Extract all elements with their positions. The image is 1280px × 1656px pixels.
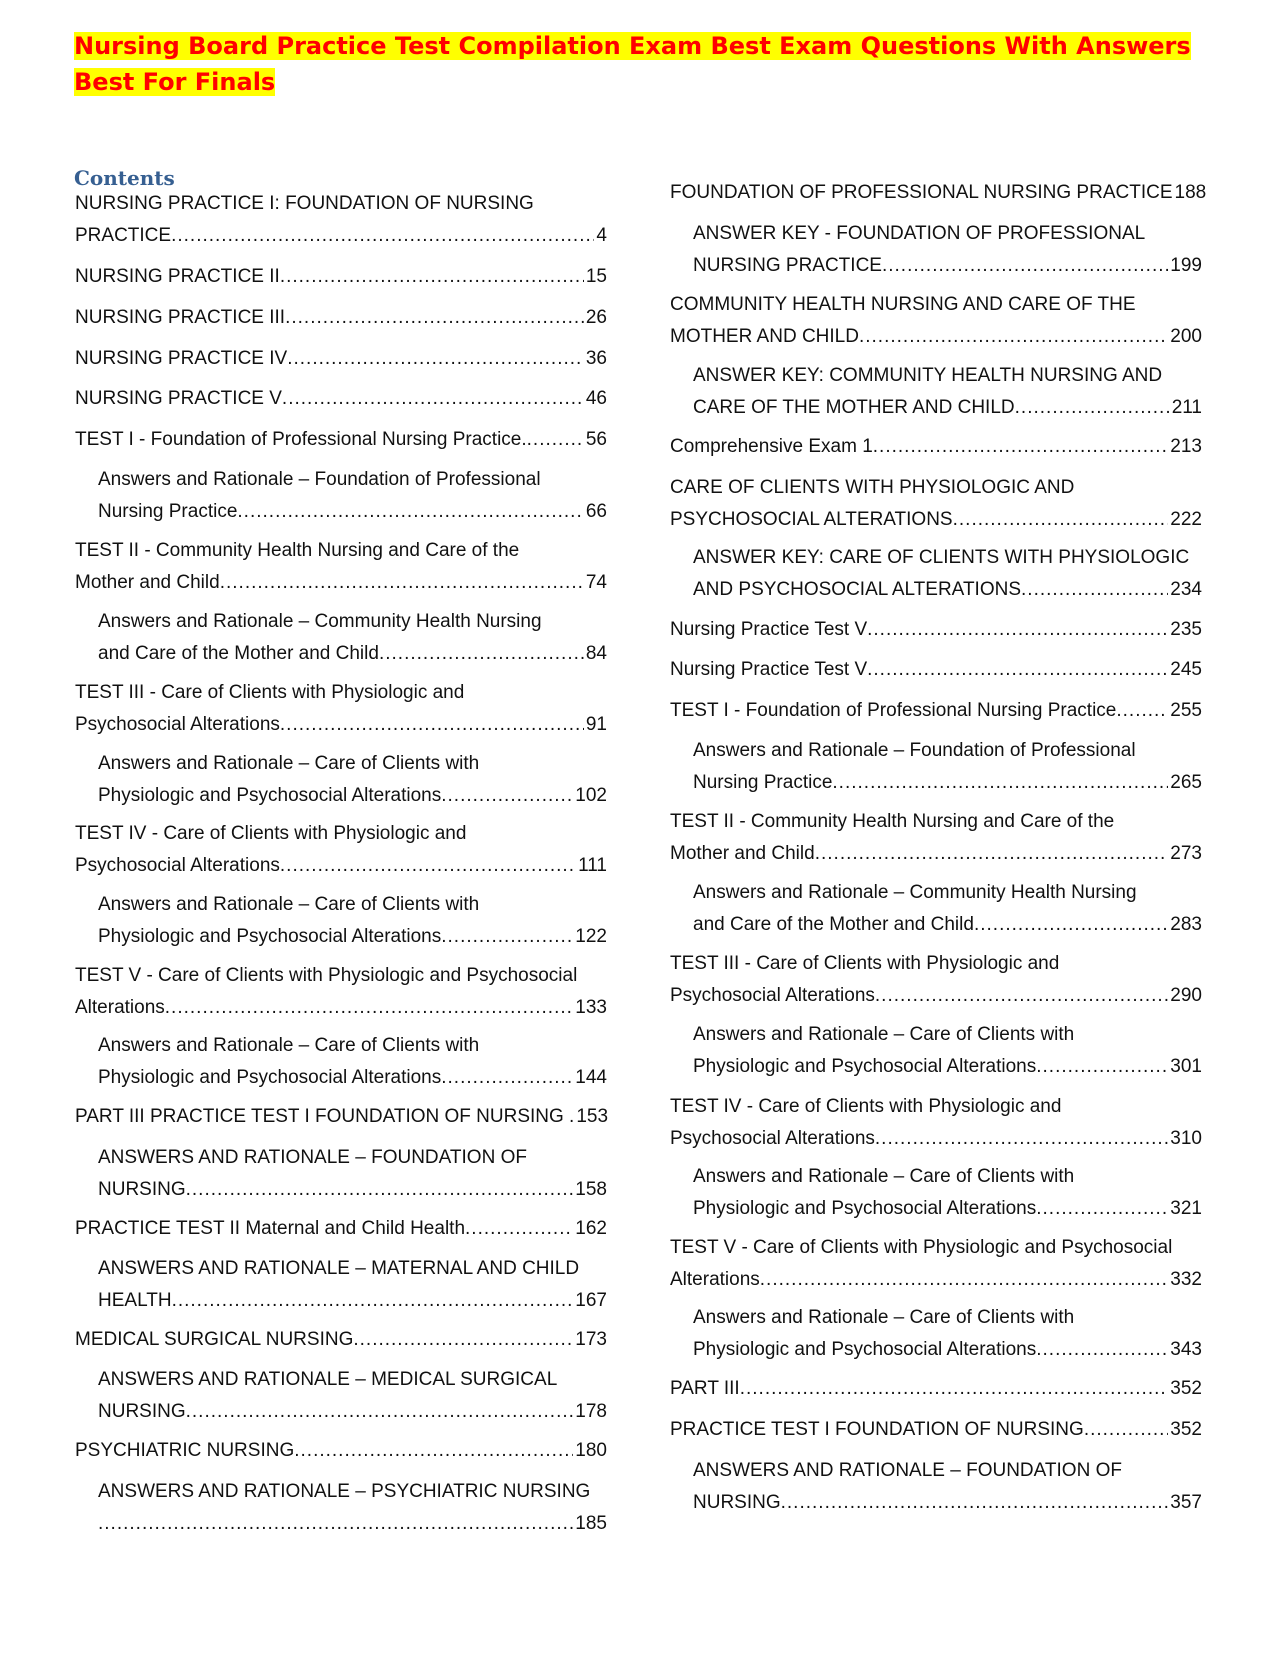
toc-entry-title: Alterations bbox=[75, 997, 165, 1018]
toc-entry-line bbox=[98, 1174, 607, 1206]
toc-page-number: 321 bbox=[1170, 1198, 1202, 1219]
toc-entry[interactable] bbox=[98, 464, 607, 528]
dot-leader bbox=[1036, 1334, 1168, 1366]
toc-entry[interactable] bbox=[693, 1455, 1202, 1519]
toc-page-number: 158 bbox=[575, 1179, 607, 1200]
toc-entry-title: Answers and Rationale – Community Health Nursing bbox=[693, 882, 1137, 903]
toc-entry[interactable] bbox=[670, 472, 1202, 536]
toc-entry-title: NURSING PRACTICE I: FOUNDATION OF NURSING bbox=[75, 193, 534, 214]
toc-page-number: 357 bbox=[1170, 1492, 1202, 1513]
toc-page-number: 153 bbox=[576, 1106, 609, 1127]
toc-entry[interactable] bbox=[693, 542, 1202, 606]
toc-entry[interactable] bbox=[75, 1101, 607, 1133]
toc-entry-title: PART III PRACTICE TEST I FOUNDATION OF NURSING . bbox=[75, 1106, 575, 1127]
toc-entry-line bbox=[670, 321, 1202, 353]
toc-entry-title: PSYCHOSOCIAL ALTERATIONS bbox=[670, 509, 953, 530]
toc-page-number: 352 bbox=[1170, 1378, 1202, 1399]
dot-leader bbox=[220, 567, 584, 599]
toc-entry-title: Physiologic and Psychosocial Alterations bbox=[98, 785, 442, 806]
toc-page-number: 102 bbox=[575, 785, 607, 806]
toc-entry-line bbox=[670, 838, 1202, 870]
toc-page-number: 200 bbox=[1170, 326, 1202, 347]
dot-leader bbox=[171, 220, 594, 252]
dot-leader bbox=[875, 1123, 1168, 1155]
toc-page-number: 180 bbox=[575, 1440, 607, 1461]
toc-entry-title: Psychosocial Alterations bbox=[670, 985, 875, 1006]
toc-entry-title: ANSWER KEY: CARE OF CLIENTS WITH PHYSIOLOGIC bbox=[693, 547, 1190, 568]
toc-entry-title: TEST II - Community Health Nursing and Care of the bbox=[670, 811, 1115, 832]
toc-entry[interactable] bbox=[75, 1435, 607, 1467]
toc-entry-title: and Care of the Mother and Child bbox=[98, 643, 379, 664]
toc-entry[interactable] bbox=[98, 1476, 607, 1540]
toc-entry[interactable] bbox=[75, 343, 607, 375]
toc-page-number: 91 bbox=[585, 714, 607, 735]
toc-entry[interactable] bbox=[75, 302, 607, 334]
toc-entry-title: Physiologic and Psychosocial Alterations bbox=[693, 1339, 1037, 1360]
dot-leader bbox=[465, 1213, 573, 1245]
toc-entry-line bbox=[670, 431, 1202, 463]
dot-leader bbox=[781, 1487, 1169, 1519]
toc-entry-title: TEST IV - Care of Clients with Physiologic and bbox=[75, 823, 467, 844]
toc-page-number: 56 bbox=[585, 429, 607, 450]
toc-entry-line bbox=[670, 980, 1202, 1012]
dot-leader bbox=[859, 321, 1168, 353]
toc-entry-line bbox=[75, 261, 607, 293]
toc-entry-title: PRACTICE TEST I FOUNDATION OF NURSING bbox=[670, 1419, 1084, 1440]
toc-entry[interactable] bbox=[693, 218, 1202, 282]
toc-entry[interactable] bbox=[75, 424, 607, 456]
dot-leader bbox=[441, 780, 573, 812]
toc-entry-title: TEST V - Care of Clients with Physiologic and Psychosocial bbox=[75, 965, 578, 986]
toc-entry-line bbox=[75, 1101, 607, 1133]
toc-entry-title: TEST V - Care of Clients with Physiologic and Psychosocial bbox=[670, 1237, 1173, 1258]
contents-heading: Contents bbox=[74, 166, 175, 190]
toc-page-number: 352 bbox=[1170, 1419, 1202, 1440]
toc-entry-title: Answers and Rationale – Care of Clients with bbox=[693, 1307, 1075, 1328]
toc-page-number: 310 bbox=[1170, 1128, 1202, 1149]
dot-leader bbox=[1021, 574, 1168, 606]
toc-entry[interactable] bbox=[98, 1142, 607, 1206]
document-title: Nursing Board Practice Test Compilation Exam Best Exam Questions With Answers Best For Finals bbox=[74, 32, 1191, 96]
dot-leader bbox=[379, 638, 584, 670]
toc-entry-title: Psychosocial Alterations bbox=[75, 855, 280, 876]
toc-entry-line bbox=[98, 496, 607, 528]
dot-leader bbox=[882, 250, 1168, 282]
dot-leader bbox=[867, 614, 1168, 646]
dot-leader bbox=[974, 909, 1168, 941]
toc-entry-title: PRACTICE bbox=[75, 225, 172, 246]
toc-page-number: 343 bbox=[1170, 1339, 1202, 1360]
toc-entry-line bbox=[98, 921, 607, 953]
toc-page-number: 332 bbox=[1170, 1269, 1202, 1290]
toc-entry[interactable] bbox=[75, 383, 607, 415]
toc-entry[interactable] bbox=[98, 1364, 607, 1428]
dot-leader bbox=[875, 980, 1168, 1012]
toc-entry-line bbox=[693, 909, 1202, 941]
toc-entry-title: COMMUNITY HEALTH NURSING AND CARE OF THE bbox=[670, 294, 1136, 315]
toc-entry-line bbox=[693, 767, 1202, 799]
toc-entry-line bbox=[98, 1062, 607, 1094]
toc-entry-line bbox=[75, 383, 607, 415]
toc-page-number: 235 bbox=[1170, 619, 1202, 640]
toc-entry[interactable] bbox=[670, 1232, 1202, 1296]
toc-entry-title: CARE OF CLIENTS WITH PHYSIOLOGIC AND bbox=[670, 477, 1075, 498]
toc-entry-title: ANSWERS AND RATIONALE – FOUNDATION OF bbox=[98, 1147, 527, 1168]
toc-entry[interactable] bbox=[670, 1091, 1202, 1155]
toc-entry[interactable] bbox=[75, 535, 607, 599]
toc-entry-title: PART III bbox=[670, 1378, 740, 1399]
toc-page-number: 133 bbox=[575, 997, 607, 1018]
toc-page-number: 273 bbox=[1170, 843, 1202, 864]
toc-page-number: 245 bbox=[1170, 659, 1202, 680]
toc-page-number: 46 bbox=[585, 388, 607, 409]
toc-page-number: 36 bbox=[585, 348, 607, 369]
toc-page-number: 234 bbox=[1170, 579, 1202, 600]
toc-entry[interactable] bbox=[98, 1030, 607, 1094]
toc-page-number: 111 bbox=[578, 855, 607, 876]
toc-entry-title: Answers and Rationale – Foundation of Professional bbox=[98, 469, 541, 490]
dot-leader bbox=[441, 1062, 573, 1094]
toc-entry-line bbox=[75, 302, 607, 334]
toc-page-number: 211 bbox=[1171, 397, 1202, 418]
toc-entry[interactable] bbox=[75, 677, 607, 741]
toc-entry-line bbox=[693, 574, 1202, 606]
toc-page-number: 301 bbox=[1170, 1056, 1202, 1077]
toc-entry-title: MOTHER AND CHILD bbox=[670, 326, 859, 347]
toc-entry[interactable] bbox=[693, 1019, 1202, 1083]
dot-leader bbox=[280, 709, 584, 741]
dot-leader bbox=[527, 424, 584, 456]
toc-entry-title: NURSING PRACTICE V bbox=[75, 388, 282, 409]
toc-entry-title: CARE OF THE MOTHER AND CHILD bbox=[693, 397, 1015, 418]
toc-entry-title: ANSWERS AND RATIONALE – PSYCHIATRIC NURSING bbox=[98, 1481, 591, 1502]
toc-entry-title: NURSING bbox=[693, 1492, 781, 1513]
toc-entry-title: NURSING bbox=[98, 1401, 186, 1422]
toc-entry[interactable] bbox=[670, 654, 1202, 686]
toc-entry-line bbox=[670, 1123, 1202, 1155]
toc-page-number: 178 bbox=[575, 1401, 607, 1422]
toc-entry-title: Comprehensive Exam 1 bbox=[670, 436, 873, 457]
toc-page-number: 188 bbox=[1174, 182, 1207, 203]
toc-entry-title: NURSING bbox=[98, 1179, 186, 1200]
toc-entry-title: Physiologic and Psychosocial Alterations bbox=[693, 1056, 1037, 1077]
toc-entry[interactable] bbox=[75, 960, 607, 1024]
toc-entry[interactable] bbox=[693, 1302, 1202, 1366]
toc-entry-title: NURSING PRACTICE III bbox=[75, 307, 286, 328]
dot-leader bbox=[441, 921, 573, 953]
toc-entry[interactable] bbox=[693, 360, 1202, 424]
toc-entry-title: TEST II - Community Health Nursing and Care of the bbox=[75, 540, 520, 561]
toc-entry[interactable] bbox=[693, 735, 1202, 799]
toc-page-number: 290 bbox=[1170, 985, 1202, 1006]
dot-leader bbox=[186, 1396, 574, 1428]
toc-entry-title: Nursing Practice bbox=[693, 772, 833, 793]
dot-leader bbox=[353, 1324, 573, 1356]
toc-entry-title: and Care of the Mother and Child bbox=[693, 914, 974, 935]
dot-leader bbox=[165, 992, 574, 1024]
dot-leader bbox=[815, 838, 1169, 870]
toc-entry-line bbox=[693, 1051, 1202, 1083]
dot-leader bbox=[953, 504, 1169, 536]
toc-entry-title: NURSING PRACTICE II bbox=[75, 266, 280, 287]
toc-entry-title: Psychosocial Alterations bbox=[670, 1128, 875, 1149]
toc-entry[interactable] bbox=[98, 606, 607, 670]
toc-entry-title: Psychosocial Alterations bbox=[75, 714, 280, 735]
toc-entry-title: Physiologic and Psychosocial Alterations bbox=[693, 1198, 1037, 1219]
toc-entry-line bbox=[75, 850, 607, 882]
toc-entry-title: Mother and Child bbox=[670, 843, 815, 864]
toc-page-number: 15 bbox=[585, 266, 607, 287]
toc-entry-line bbox=[75, 1435, 607, 1467]
toc-entry-title: Nursing Practice Test V bbox=[670, 619, 868, 640]
toc-entry-line bbox=[98, 1508, 607, 1540]
toc-entry-line bbox=[693, 1193, 1202, 1225]
dot-leader bbox=[1015, 392, 1170, 424]
toc-entry-title: Physiologic and Psychosocial Alterations bbox=[98, 926, 442, 947]
toc-entry-line bbox=[98, 1285, 607, 1317]
toc-page-number: 199 bbox=[1170, 255, 1202, 276]
toc-entry[interactable] bbox=[98, 889, 607, 953]
toc-page-number: 185 bbox=[575, 1513, 607, 1534]
toc-entry-line bbox=[670, 1373, 1202, 1405]
toc-entry-line bbox=[670, 654, 1202, 686]
dot-leader bbox=[294, 1435, 573, 1467]
toc-entry-title: Answers and Rationale – Care of Clients with bbox=[98, 753, 480, 774]
toc-entry-line bbox=[670, 504, 1202, 536]
toc-entry-line bbox=[75, 709, 607, 741]
toc-entry[interactable] bbox=[670, 1373, 1202, 1405]
toc-page-number: 84 bbox=[585, 643, 607, 664]
dot-leader bbox=[1084, 1414, 1168, 1446]
toc-page-number: 74 bbox=[585, 572, 607, 593]
toc-entry-title: ANSWER KEY - FOUNDATION OF PROFESSIONAL bbox=[693, 223, 1146, 244]
toc-entry-title: NURSING PRACTICE bbox=[693, 255, 882, 276]
toc-entry[interactable] bbox=[75, 1213, 607, 1245]
toc-entry[interactable] bbox=[670, 806, 1202, 870]
toc-entry-title: PSYCHIATRIC NURSING bbox=[75, 1440, 295, 1461]
toc-entry-title: ANSWER KEY: COMMUNITY HEALTH NURSING AND bbox=[693, 365, 1163, 386]
toc-entry-line bbox=[693, 1487, 1202, 1519]
toc-page-number: 213 bbox=[1170, 436, 1202, 457]
toc-entry-title: FOUNDATION OF PROFESSIONAL NURSING PRACTICE bbox=[670, 182, 1173, 203]
toc-page-number: 173 bbox=[575, 1329, 607, 1350]
toc-entry-title: TEST III - Care of Clients with Physiologic and bbox=[75, 682, 465, 703]
toc-entry-title: ANSWERS AND RATIONALE – MATERNAL AND CHILD bbox=[98, 1258, 580, 1279]
dot-leader bbox=[285, 302, 584, 334]
toc-page-number: 144 bbox=[575, 1067, 607, 1088]
dot-leader bbox=[287, 343, 584, 375]
toc-entry[interactable] bbox=[670, 695, 1202, 727]
dot-leader bbox=[1116, 695, 1168, 727]
toc-page-number: 122 bbox=[575, 926, 607, 947]
toc-entry[interactable] bbox=[670, 431, 1202, 463]
toc-entry-title: HEALTH bbox=[98, 1290, 172, 1311]
toc-page-number: 4 bbox=[596, 225, 607, 246]
dot-leader bbox=[282, 383, 584, 415]
toc-entry-title: NURSING PRACTICE IV bbox=[75, 348, 288, 369]
toc-page-number: 162 bbox=[575, 1218, 607, 1239]
toc-entry[interactable] bbox=[670, 614, 1202, 646]
toc-entry-line bbox=[693, 392, 1202, 424]
dot-leader bbox=[280, 850, 576, 882]
toc-entry-title: Answers and Rationale – Foundation of Professional bbox=[693, 740, 1136, 761]
toc-entry-line bbox=[693, 250, 1202, 282]
toc-entry-title: AND PSYCHOSOCIAL ALTERATIONS bbox=[693, 579, 1022, 600]
dot-leader bbox=[873, 431, 1169, 463]
toc-entry-line bbox=[75, 567, 607, 599]
toc-entry-title: TEST I - Foundation of Professional Nursing Practice. bbox=[75, 429, 527, 450]
toc-entry[interactable] bbox=[670, 1414, 1202, 1446]
toc-entry-line bbox=[75, 1324, 607, 1356]
toc-entry-title: MEDICAL SURGICAL NURSING bbox=[75, 1329, 354, 1350]
toc-entry-line bbox=[693, 1334, 1202, 1366]
toc-entry-line bbox=[670, 1264, 1202, 1296]
toc-entry[interactable] bbox=[98, 748, 607, 812]
toc-entry[interactable] bbox=[670, 177, 1207, 209]
toc-entry[interactable] bbox=[693, 877, 1202, 941]
toc-entry-line bbox=[98, 638, 607, 670]
toc-entry[interactable] bbox=[75, 1324, 607, 1356]
toc-entry-title: Physiologic and Psychosocial Alterations bbox=[98, 1067, 442, 1088]
dot-leader bbox=[98, 1508, 573, 1540]
toc-entry-line bbox=[670, 695, 1202, 727]
toc-entry-line bbox=[98, 1396, 607, 1428]
dot-leader bbox=[1036, 1051, 1168, 1083]
toc-entry-title: Answers and Rationale – Care of Clients with bbox=[693, 1024, 1075, 1045]
toc-entry[interactable] bbox=[75, 818, 607, 882]
toc-entry-title: ANSWERS AND RATIONALE – MEDICAL SURGICAL bbox=[98, 1369, 558, 1390]
toc-entry-line bbox=[98, 780, 607, 812]
toc-page-number: 66 bbox=[585, 501, 607, 522]
toc-entry-title: Nursing Practice Test V bbox=[670, 659, 868, 680]
toc-entry-title: Answers and Rationale – Care of Clients with bbox=[98, 1035, 480, 1056]
toc-entry[interactable] bbox=[75, 261, 607, 293]
dot-leader bbox=[1036, 1193, 1168, 1225]
dot-leader bbox=[237, 496, 583, 528]
toc-entry[interactable] bbox=[670, 289, 1202, 353]
toc-entry-line bbox=[670, 1414, 1202, 1446]
toc-entry[interactable] bbox=[670, 948, 1202, 1012]
toc-entry-line bbox=[75, 220, 607, 252]
toc-entry-title: Answers and Rationale – Care of Clients with bbox=[693, 1166, 1075, 1187]
toc-entry-title: PRACTICE TEST II Maternal and Child Health bbox=[75, 1218, 466, 1239]
dot-leader bbox=[186, 1174, 574, 1206]
toc-entry-title: Nursing Practice bbox=[98, 501, 238, 522]
dot-leader bbox=[172, 1285, 574, 1317]
toc-entry-line bbox=[75, 1213, 607, 1245]
toc-entry[interactable] bbox=[693, 1161, 1202, 1225]
toc-entry-line bbox=[75, 424, 607, 456]
toc-page-number: 255 bbox=[1170, 700, 1202, 721]
toc-entry-line bbox=[75, 992, 607, 1024]
toc-entry-title: Alterations bbox=[670, 1269, 760, 1290]
dot-leader bbox=[740, 1373, 1169, 1405]
toc-entry-title: ANSWERS AND RATIONALE – FOUNDATION OF bbox=[693, 1460, 1122, 1481]
dot-leader bbox=[760, 1264, 1169, 1296]
toc-page-number: 26 bbox=[585, 307, 607, 328]
dot-leader bbox=[867, 654, 1168, 686]
toc-entry-title: Mother and Child bbox=[75, 572, 220, 593]
toc-entry-title: Answers and Rationale – Community Health Nursing bbox=[98, 611, 542, 632]
dot-leader bbox=[832, 767, 1168, 799]
toc-entry-line bbox=[670, 614, 1202, 646]
toc-entry-title: TEST III - Care of Clients with Physiologic and bbox=[670, 953, 1060, 974]
toc-entry-title: Answers and Rationale – Care of Clients with bbox=[98, 894, 480, 915]
dot-leader bbox=[280, 261, 584, 293]
toc-entry-title: TEST I - Foundation of Professional Nursing Practice bbox=[670, 700, 1117, 721]
toc-page-number: 222 bbox=[1170, 509, 1202, 530]
toc-page-number: 283 bbox=[1170, 914, 1202, 935]
toc-entry-line bbox=[670, 177, 1207, 209]
toc-page-number: 167 bbox=[575, 1290, 607, 1311]
toc-entry[interactable] bbox=[75, 188, 607, 252]
toc-entry[interactable] bbox=[98, 1253, 607, 1317]
toc-page-number: 265 bbox=[1170, 772, 1202, 793]
toc-entry-line bbox=[75, 343, 607, 375]
toc-entry-title: TEST IV - Care of Clients with Physiologic and bbox=[670, 1096, 1062, 1117]
